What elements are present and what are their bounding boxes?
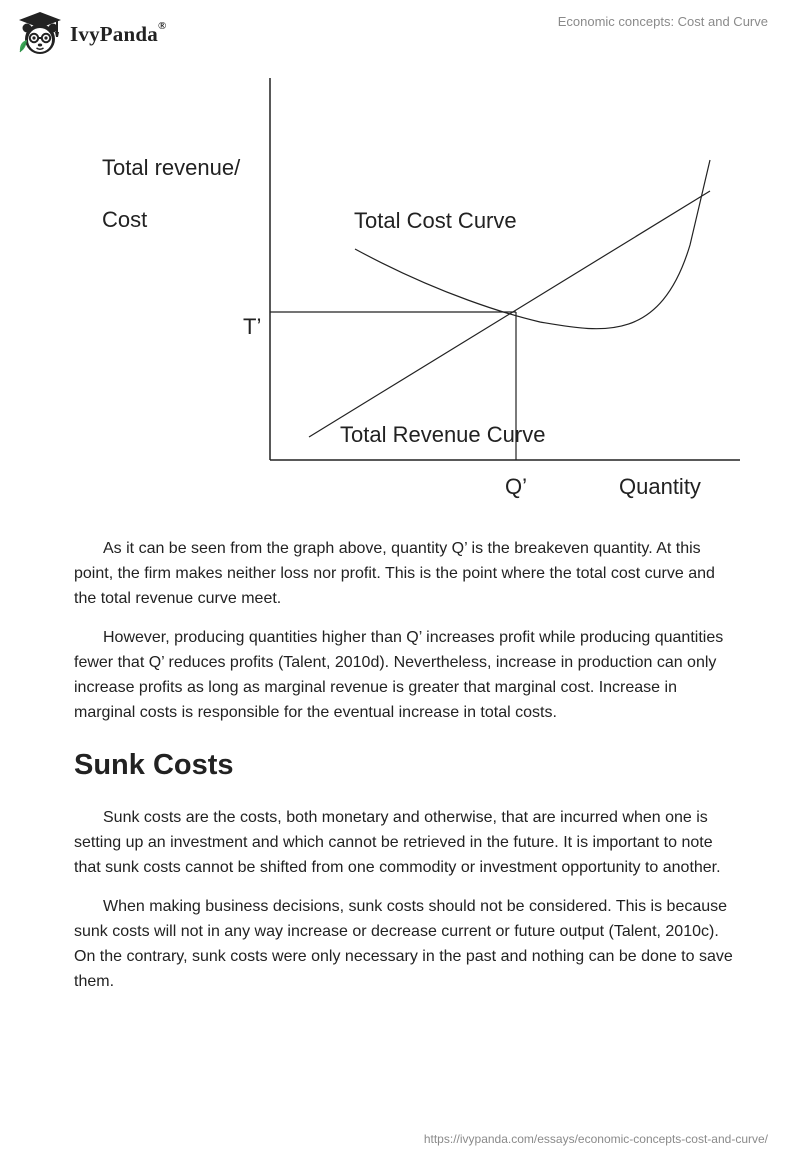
paragraph-profit: However, producing quantities higher than Q’ increases profit while producing quantities fewer that Q’ reduces profits (Talent, 2010d). Nevertheless, increase in production can only increase profits as long as marginal revenue is greater that marginal cost. Increase in marginal costs is responsible for the eventual increase in total costs. bbox=[74, 629, 724, 721]
q-prime-label: Q’ bbox=[505, 474, 527, 499]
total-cost-curve bbox=[355, 160, 710, 329]
y-axis-label-line1: Total revenue/ bbox=[102, 155, 241, 180]
article-body bbox=[74, 536, 734, 1008]
page-header bbox=[0, 0, 800, 60]
total-cost-curve-label: Total Cost Curve bbox=[354, 208, 517, 233]
x-axis-label: Quantity bbox=[619, 474, 701, 499]
panda-graduate-icon bbox=[16, 10, 64, 56]
section-heading-sunk-costs: Sunk Costs bbox=[74, 749, 234, 781]
total-revenue-curve-label: Total Revenue Curve bbox=[340, 422, 546, 447]
paragraph-sunk-costs-definition: Sunk costs are the costs, both monetary and otherwise, that are incurred when one is setting up an investment and which cannot be retrieved in the future. It is important to note that sunk costs cannot be shifted from one commodity or investment opportunity to another. bbox=[74, 809, 721, 876]
brand-logo-link[interactable] bbox=[16, 10, 166, 56]
paragraph-sunk-costs-decisions: When making business decisions, sunk costs should not be considered. This is because sunk costs will not in any way increase or decrease current or future output (Talent, 2010c). On the contrary, sunk costs were only necessary in the past and nothing can be done to save them. bbox=[74, 898, 733, 990]
source-url[interactable]: https://ivypanda.com/essays/economic-concepts-cost-and-curve/ bbox=[423, 1132, 768, 1146]
breakeven-graph bbox=[80, 70, 760, 510]
paragraph-breakeven: As it can be seen from the graph above, quantity Q’ is the breakeven quantity. At this point, the firm makes neither loss nor profit. This is the point where the total cost curve and the total revenue curve meet. bbox=[74, 540, 715, 607]
essay-title: Economic concepts: Cost and Curve bbox=[557, 14, 768, 29]
t-prime-label: T’ bbox=[243, 314, 262, 339]
breakeven-graph-svg bbox=[80, 70, 760, 510]
y-axis-label-line2: Cost bbox=[102, 207, 148, 232]
brand-name: IvyPanda® bbox=[70, 19, 167, 46]
